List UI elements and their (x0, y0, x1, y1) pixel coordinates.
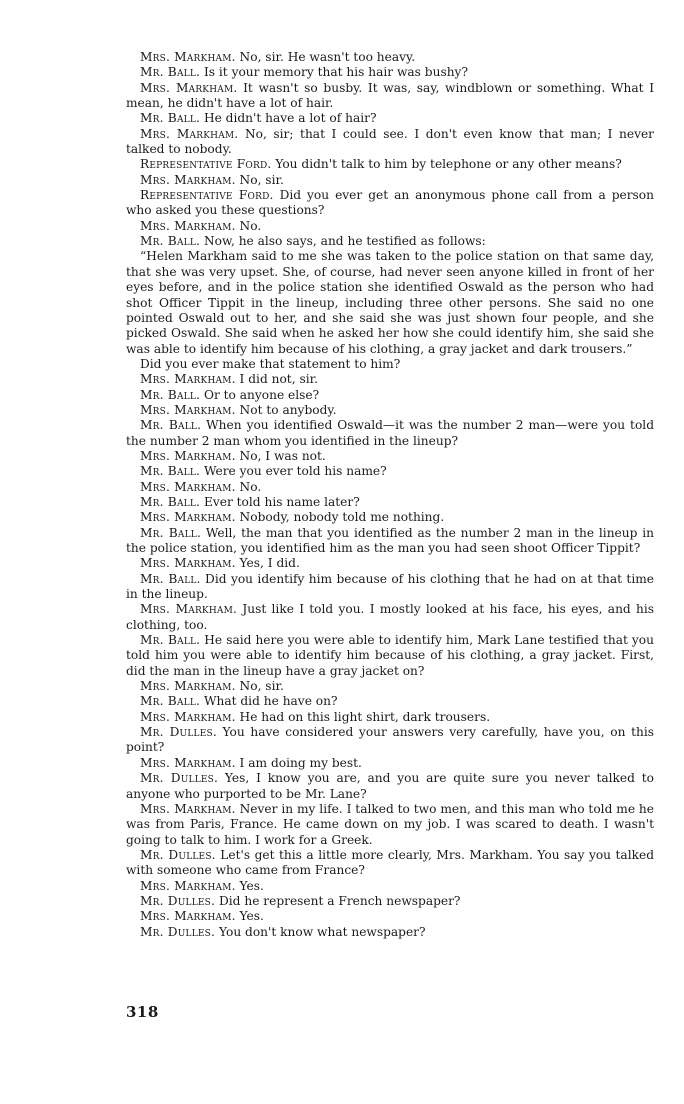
speech-text: You don't know what newspaper? (215, 924, 426, 939)
speech-text: It wasn't so busby. It was, say, windblown or something. What I mean, he didn't have a lot of hair. (126, 80, 655, 111)
transcript-paragraph (126, 602, 654, 633)
speaker-name: Mr. Dulles. (140, 924, 216, 939)
transcript-paragraph (126, 556, 654, 571)
speaker-name: Mrs. Markham. (140, 709, 236, 724)
transcript-page (126, 50, 654, 940)
speech-text: Did he represent a French newspaper? (215, 893, 461, 908)
transcript-paragraph (126, 572, 654, 603)
speech-text: No, sir. He wasn't too heavy. (235, 50, 416, 64)
speech-text: No, sir. (235, 172, 284, 187)
transcript-paragraph (126, 111, 654, 126)
speech-text: Now, he also says, and he testified as follows: (200, 234, 486, 249)
speaker-name: Mrs. Markham. (140, 602, 238, 617)
transcript-paragraph (126, 510, 654, 525)
speaker-name: Mrs. Markham. (140, 755, 236, 770)
speech-text: “Helen Markham said to me she was taken to the police station on that same day, that she was very upset. She, of course, had never seen anyone killed in front of her eyes before, and in the police station she identified Oswald as the person who had shot Officer Tippit in the lineup, including three other persons. She said no one pointed Oswald out to her, and she said she was just shown four people, and she picked Oswald. She said when he asked her how she could identify him, she said she was able to identify him because of his clothing, a gray jacket and dark trousers.” (126, 249, 654, 356)
speaker-name: Mrs. Markham. (140, 50, 236, 64)
transcript-text (126, 50, 654, 940)
transcript-paragraph (126, 127, 654, 158)
speaker-name: Mr. Ball. (140, 418, 202, 433)
transcript-paragraph (126, 894, 654, 909)
transcript-paragraph (126, 480, 654, 495)
speaker-name: Mr. Ball. (140, 494, 201, 509)
transcript-paragraph (126, 802, 654, 848)
speaker-name: Mr. Ball. (140, 234, 201, 249)
transcript-paragraph (126, 372, 654, 387)
speech-text: Not to anybody. (235, 402, 337, 417)
speech-text: Did you identify him because of his clothing that he had on at that time in the lineup. (126, 571, 654, 602)
transcript-paragraph (126, 157, 654, 172)
transcript-paragraph (126, 879, 654, 894)
speaker-name: Mr. Dulles. (140, 771, 219, 786)
speech-text: When you identified Oswald—it was the number 2 man—were you told the number 2 man whom you identified in the lineup? (126, 418, 654, 448)
speech-text: No, I was not. (235, 448, 326, 463)
speech-text: Or to anyone else? (200, 387, 320, 402)
speech-text: Let's get this a little more clearly, Mrs. Markham. You say you talked with someone who came from France? (126, 847, 655, 878)
transcript-paragraph (126, 526, 654, 557)
transcript-paragraph (126, 188, 654, 219)
speech-text: Yes. (235, 878, 264, 893)
speech-text: No, sir; that I could see. I don't even know that man; I never talked to nobody. (126, 126, 655, 157)
speech-text: Yes. (235, 909, 264, 924)
speaker-name: Mrs. Markham. (140, 679, 236, 694)
speech-text: Well, the man that you identified as the number 2 man in the lineup in the police station, you identified him as the man you had seen shoot Officer Tippit? (126, 525, 654, 555)
transcript-paragraph (126, 65, 654, 80)
speaker-name: Mr. Ball. (140, 111, 201, 126)
speaker-name: Mr. Dulles. (140, 725, 217, 740)
speaker-name: Mrs. Markham. (140, 479, 236, 494)
speech-text: You didn't talk to him by telephone or any other means? (271, 157, 622, 172)
speaker-name: Mr. Ball. (140, 464, 201, 479)
transcript-paragraph (126, 50, 654, 65)
speaker-name: Mrs. Markham. (140, 372, 236, 387)
transcript-paragraph (126, 403, 654, 418)
speech-text: Never in my life. I talked to two men, and this man who told me he was from Paris, France. He came down on my job. I was scared to death. I wasn't going to talk to him. I work for a Greek. (126, 801, 654, 847)
speech-text: Were you ever told his name? (200, 464, 387, 479)
speech-text: Nobody, nobody told me nothing. (235, 510, 445, 525)
transcript-paragraph (126, 694, 654, 709)
speaker-name: Mrs. Markham. (140, 878, 236, 893)
speaker-name: Mrs. Markham. (140, 909, 236, 924)
speech-text: What did he have on? (200, 694, 338, 709)
speech-text: Ever told his name later? (200, 494, 360, 509)
transcript-paragraph (126, 249, 654, 356)
speech-text: No, sir. (235, 679, 284, 694)
speaker-name: Mrs. Markham. (140, 80, 238, 95)
speech-text: Is it your memory that his hair was bushy? (200, 65, 468, 80)
speaker-name: Mrs. Markham. (140, 510, 236, 525)
speaker-name: Mr. Dulles. (140, 893, 216, 908)
speech-text: He said here you were able to identify him, Mark Lane testified that you told him you were able to identify him because of his clothing, a gray jacket. First, did the man in the lineup have a gray jacket on? (126, 633, 654, 678)
speech-text: He didn't have a lot of hair? (200, 111, 377, 126)
transcript-paragraph (126, 725, 654, 756)
transcript-paragraph (126, 418, 654, 449)
speech-text: Yes, I did. (235, 556, 300, 571)
speech-text: You have considered your answers very carefully, have you, on this point? (126, 725, 654, 755)
speaker-name: Mrs. Markham. (140, 801, 236, 816)
transcript-paragraph (126, 679, 654, 694)
speaker-name: Representative Ford. (140, 157, 272, 172)
transcript-paragraph (126, 81, 654, 112)
transcript-paragraph (126, 464, 654, 479)
speech-text: I did not, sir. (235, 372, 318, 387)
speech-text: Did you ever get an anonymous phone call from a person who asked you these questions? (126, 188, 654, 218)
speaker-name: Mr. Dulles. (140, 847, 216, 862)
speaker-name: Mrs. Markham. (140, 172, 236, 187)
speaker-name: Mr. Ball. (140, 387, 201, 402)
speaker-name: Mrs. Markham. (140, 556, 236, 571)
speech-text: Did you ever make that statement to him? (140, 356, 401, 371)
transcript-paragraph (126, 357, 654, 372)
transcript-paragraph (126, 388, 654, 403)
speaker-name: Mrs. Markham. (140, 218, 236, 233)
transcript-paragraph (126, 495, 654, 510)
speech-text: He had on this light shirt, dark trousers. (235, 709, 491, 724)
speaker-name: Mr. Ball. (140, 571, 201, 586)
speech-text: Just like I told you. I mostly looked at his face, his eyes, and his clothing, too. (126, 602, 655, 632)
speaker-name: Representative Ford. (140, 188, 274, 203)
speaker-name: Mr. Ball. (140, 525, 202, 540)
speech-text: No. (235, 218, 262, 233)
transcript-paragraph (126, 909, 654, 924)
transcript-paragraph (126, 234, 654, 249)
speaker-name: Mrs. Markham. (140, 402, 236, 417)
speaker-name: Mrs. Markham. (140, 126, 239, 141)
speech-text: Yes, I know you are, and you are quite sure you never talked to anyone who purported to be Mr. Lane? (126, 771, 655, 801)
transcript-paragraph (126, 219, 654, 234)
transcript-paragraph (126, 173, 654, 188)
transcript-paragraph (126, 633, 654, 679)
transcript-paragraph (126, 925, 654, 940)
transcript-paragraph (126, 449, 654, 464)
speaker-name: Mr. Ball. (140, 694, 201, 709)
speech-text: I am doing my best. (235, 755, 362, 770)
transcript-paragraph (126, 848, 654, 879)
transcript-paragraph (126, 756, 654, 771)
transcript-paragraph (126, 710, 654, 725)
speaker-name: Mrs. Markham. (140, 448, 236, 463)
speaker-name: Mr. Ball. (140, 633, 201, 648)
speech-text: No. (235, 479, 262, 494)
transcript-paragraph (126, 771, 654, 802)
page-number: 318 (126, 1003, 159, 1021)
speaker-name: Mr. Ball. (140, 65, 201, 80)
